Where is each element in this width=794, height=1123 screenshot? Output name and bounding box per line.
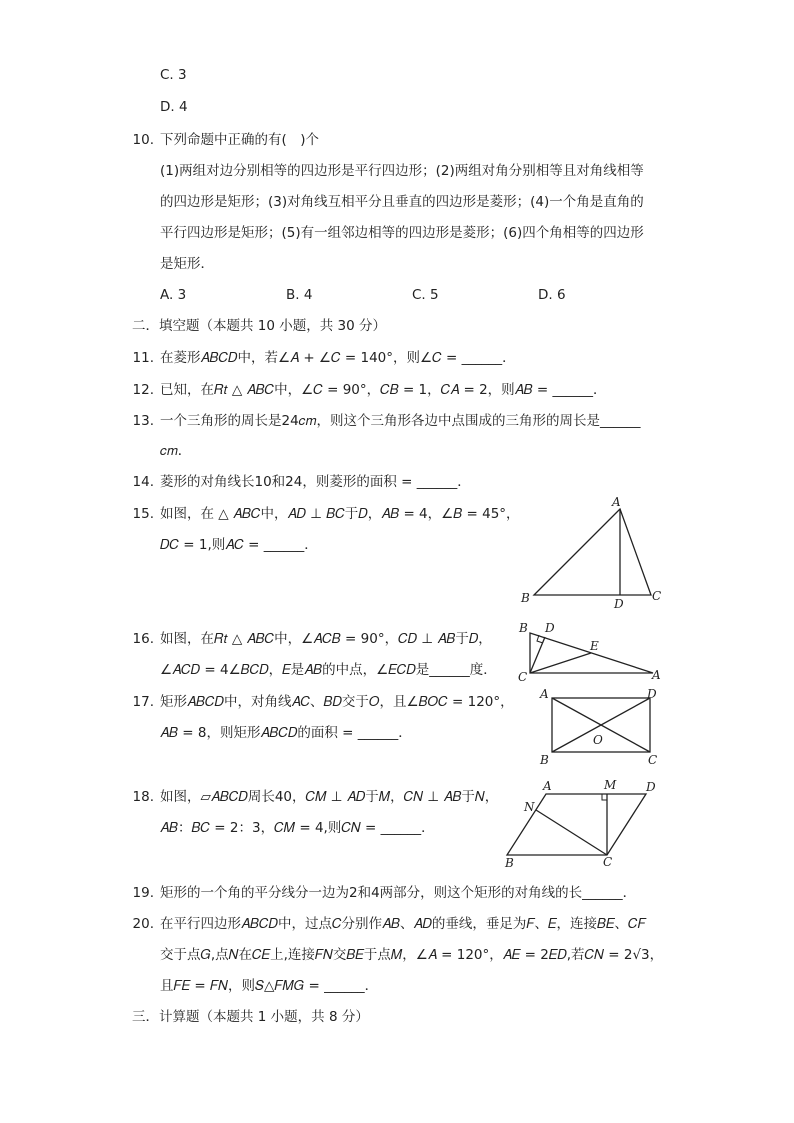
q18-label-d: D — [646, 780, 656, 794]
q16-label-b: B — [519, 621, 528, 635]
q11-text: 在菱形𝐴𝐵𝐶𝐷中，若∠𝐴 + ∠𝐶 = 140°，则∠𝐶 = ______． — [160, 350, 516, 366]
q10-number: 10. — [132, 132, 154, 148]
q12-text: 已知，在𝑅𝑡 △ 𝐴𝐵𝐶中，∠𝐶 = 90°，𝐶𝐵 = 1，𝐶𝐴 = 2，则𝐴𝐵 = ______． — [160, 382, 607, 398]
q10-option-b: B. 4 — [286, 287, 313, 303]
q16-line-2: ∠𝐴𝐶𝐷 = 4∠𝐵𝐶𝐷，𝐸是𝐴𝐵的中点，∠𝐸𝐶𝐷是______度． — [160, 662, 497, 678]
q17-label-a: A — [540, 687, 549, 701]
q17-rectangle-figure — [530, 684, 664, 770]
q10-option-d: D. 6 — [538, 287, 566, 303]
q18-parallelogram-figure — [500, 774, 666, 874]
q18-label-m: M — [604, 778, 617, 792]
q11-number: 11. — [132, 350, 154, 366]
q10-option-a: A. 3 — [160, 287, 187, 303]
q16-right-triangle-figure — [512, 618, 668, 684]
q18-label-c: C — [603, 855, 613, 869]
q18-number: 18. — [132, 789, 154, 805]
q18-line-1: 如图，▱𝐴𝐵𝐶𝐷周长40，𝐶𝑀 ⊥ 𝐴𝐷于𝑀，𝐶𝑁 ⊥ 𝐴𝐵于𝑁， — [160, 789, 499, 805]
q10-stem: 下列命题中正确的有( )个 — [160, 132, 320, 148]
q15-label-a: A — [612, 495, 621, 509]
q16-label-a: A — [652, 668, 661, 682]
q15-number: 15. — [132, 506, 154, 522]
q20-number: 20. — [132, 916, 154, 932]
section-3-title: 三．计算题（本题共 1 小题，共 8 分） — [132, 1009, 369, 1025]
q17-label-d: D — [647, 687, 657, 701]
q16-label-c: C — [518, 670, 528, 684]
q17-line-1: 矩形𝐴𝐵𝐶𝐷中，对角线𝐴𝐶、𝐵𝐷交于𝑂，且∠𝐵𝑂𝐶 = 120°， — [160, 694, 514, 710]
section-2-title: 二．填空题（本题共 10 小题，共 30 分） — [132, 318, 387, 334]
q17-label-b: B — [540, 753, 549, 767]
q9-option-c: C. 3 — [160, 67, 187, 83]
q13-number: 13. — [132, 413, 154, 429]
q15-line-2: 𝐷𝐶 = 1,则𝐴𝐶 = ______． — [160, 537, 318, 553]
q16-label-e: E — [590, 639, 599, 653]
q17-label-c: C — [648, 753, 658, 767]
q17-line-2: 𝐴𝐵 = 8，则矩形𝐴𝐵𝐶𝐷的面积 = ______． — [160, 725, 412, 741]
q19-text: 矩形的一个角的平分线分一边为2和4两部分，则这个矩形的对角线的长______． — [160, 885, 637, 901]
q15-label-c: C — [652, 589, 662, 603]
q20-line-2: 交于点𝐺,点𝑁在𝐶𝐸上,连接𝐹𝑁交𝐵𝐸于点𝑀，∠𝐴 = 120°，𝐴𝐸 = 2𝐸𝐷,若𝐶𝑁 = 2√3， — [160, 947, 664, 963]
q13-line-1: 一个三角形的周长是24𝑐𝑚，则这个三角形各边中点围成的三角形的周长是______ — [160, 413, 641, 429]
q15-triangle-figure — [510, 492, 670, 612]
q20-line-3: 且𝐹𝐸 = 𝐹𝑁，则𝑆△𝐹𝑀𝐺 = ______． — [160, 978, 379, 994]
q18-label-n: N — [524, 800, 535, 814]
q18-label-b: B — [505, 856, 514, 870]
q19-number: 19. — [132, 885, 154, 901]
q16-number: 16. — [132, 631, 154, 647]
q10-option-c: C. 5 — [412, 287, 439, 303]
q20-line-1: 在平行四边形𝐴𝐵𝐶𝐷中，过点𝐶分别作𝐴𝐵、𝐴𝐷的垂线，垂足为𝐹、𝐸，连接𝐵𝐸、𝐶𝐹 — [160, 916, 646, 932]
q14-number: 14. — [132, 474, 154, 490]
q17-number: 17. — [132, 694, 154, 710]
q16-line-1: 如图，在𝑅𝑡 △ 𝐴𝐵𝐶中，∠𝐴𝐶𝐵 = 90°，𝐶𝐷 ⊥ 𝐴𝐵于𝐷， — [160, 631, 492, 647]
q10-line-4: 是矩形． — [160, 256, 214, 272]
q16-label-d: D — [545, 621, 555, 635]
q12-number: 12. — [132, 382, 154, 398]
q17-label-o: O — [593, 733, 603, 747]
q15-label-d: D — [614, 597, 624, 611]
q10-line-3: 平行四边形是矩形；(5)有一组邻边相等的四边形是菱形；(6)四个角相等的四边形 — [160, 225, 644, 241]
q10-line-2: 的四边形是矩形；(3)对角线互相平分且垂直的四边形是菱形；(4)一个角是直角的 — [160, 194, 644, 210]
q18-line-2: 𝐴𝐵：𝐵𝐶 = 2：3，𝐶𝑀 = 4,则𝐶𝑁 = ______． — [160, 820, 435, 836]
q18-label-a: A — [543, 779, 552, 793]
q10-line-1: (1)两组对边分别相等的四边形是平行四边形；(2)两组对角分别相等且对角线相等 — [160, 163, 644, 179]
q15-label-b: B — [521, 591, 530, 605]
q9-option-d: D. 4 — [160, 99, 188, 115]
q15-line-1: 如图，在 △ 𝐴𝐵𝐶中，𝐴𝐷 ⊥ 𝐵𝐶于𝐷，𝐴𝐵 = 4，∠𝐵 = 45°， — [160, 506, 520, 522]
q14-text: 菱形的对角线长10和24，则菱形的面积 = ______． — [160, 474, 471, 490]
q13-line-2: 𝑐𝑚． — [160, 443, 192, 459]
